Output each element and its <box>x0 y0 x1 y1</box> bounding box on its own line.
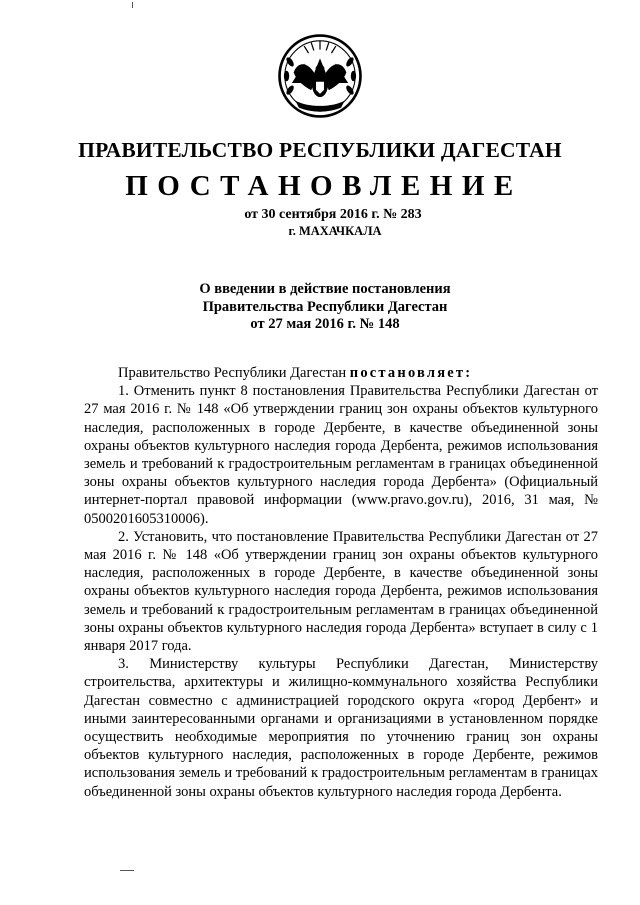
document-type-title: ПОСТАНОВЛЕНИЕ <box>125 170 523 202</box>
subject-line-1: О введении в действие постановления <box>199 281 451 297</box>
paragraph-1: 1. Отменить пункт 8 постановления Правительства Республики Дагестан от 27 мая 2016 г. № 148 «Об утверждении границ зон охраны объектов культурного наследия, расположенных в городе Дербенте, в качестве объединенной зоны охраны объектов культурного наследия города Дербента, режимов использования земель и требований к градостроительным регламентам в границах объединенной зоны охраны объектов культурного наследия города Дербента» (Официальный интернет-портал правовой информации (www.pravo.gov.ru), 2016, 31 мая, № 0500201605310006). <box>84 383 598 527</box>
intro-text: Правительство Республики Дагестан <box>118 365 347 381</box>
coat-of-arms-icon <box>276 32 364 120</box>
document-body <box>84 364 598 801</box>
paragraph-3: 3. Министерству культуры Республики Дагестан, Министерству строительства, архитектуры и жилищно-коммунального хозяйства Республики Дагестан совместно с администрацией городского округа «город Дербент» и иными заинтересованными органами и организациями в установленном порядке осуществить необходимые мероприятия по уточнению границ зон охраны объектов культурного наследия, расположенных в городе Дербенте, режимов использования земель и требований к градостроительным регламентам в границах объединенной зоны охраны объектов культурного наследия города Дербента. <box>84 656 598 800</box>
subject-line-3: от 27 мая 2016 г. № 148 <box>250 316 400 332</box>
intro-paragraph <box>84 364 598 382</box>
scan-artifact <box>132 2 133 8</box>
document-city: г. МАХАЧКАЛА <box>288 224 382 238</box>
document-date-number: от 30 сентября 2016 г. № 283 <box>244 207 422 222</box>
document-subject <box>0 281 640 334</box>
subject-line-2: Правительства Республики Дагестан <box>202 298 448 315</box>
decree-word: постановляет: <box>349 365 473 381</box>
scan-artifact <box>120 870 134 871</box>
paragraph-2: 2. Установить, что постановление Правительства Республики Дагестан от 27 мая 2016 г. № 148 «Об утверждении границ зон охраны объектов культурного наследия, расположенных в городе Дербенте, в качестве объединенной зоны охраны объектов культурного наследия города Дербента, режимов использования земель и требований к градостроительным регламентам в границах объединенной зоны охраны объектов культурного наследия города Дербента» вступает в силу с 1 января 2017 года. <box>84 528 598 655</box>
government-name: ПРАВИТЕЛЬСТВО РЕСПУБЛИКИ ДАГЕСТАН <box>78 138 562 162</box>
